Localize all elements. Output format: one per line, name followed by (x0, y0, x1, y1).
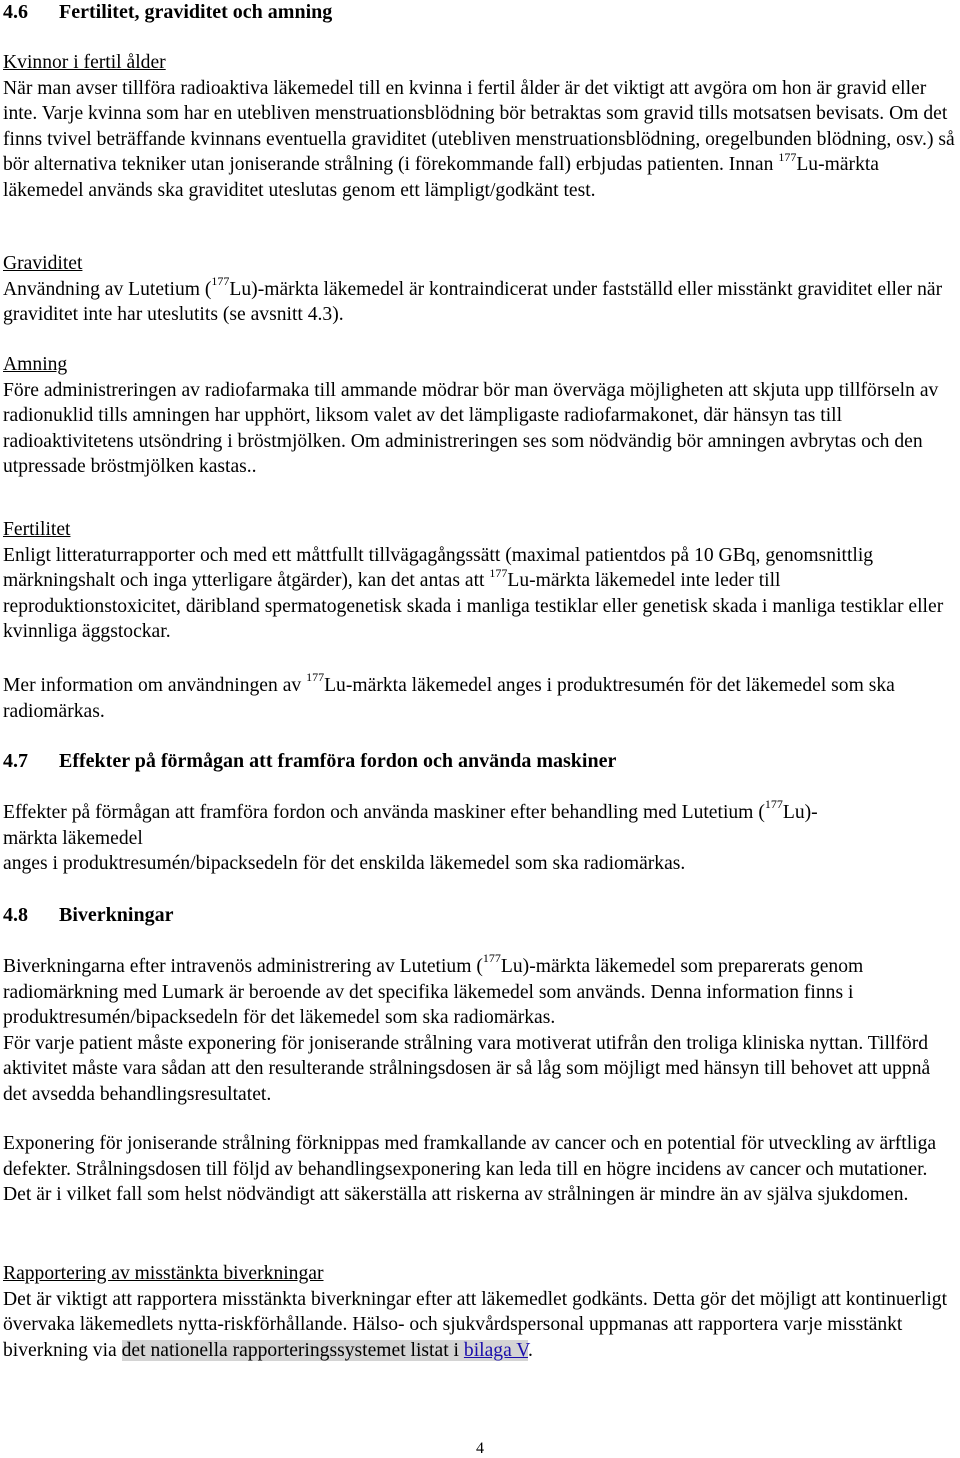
fertility-text: Enligt litteraturrapporter och med ett måttfullt tillvägagångssätt (maximal patientdos på 10 GBq, genomsnittlig märkningshalt och inga ytterligare åtgärder), kan det antas att $^{177}$Lu-märkta läkemedel inte leder till reproduktionstoxicitet, däribland spermatogenetisk skada i manliga testiklar eller genetisk skada i manliga testiklar eller kvinnliga äggstockar. (3, 544, 944, 643)
breastfeeding-section (3, 352, 956, 480)
adverse-reactions-paragraph-2: Exponering för joniserande strålning förknippas med framkallande av cancer och en potential för utveckling av ärftliga defekter. Strålningsdosen till följd av behandlingsexponering kan leda till en högre incidens av cancer och mutationer. Det är i vilket fall som helst nödvändigt att säkerställa att riskerna av strålningen är mindre än av själva sjukdomen. (3, 1133, 937, 1206)
fertile-women-text: När man avser tillföra radioaktiva läkemedel till en kvinna i fertil ålder är det viktigt att avgöra om hon är gravid eller inte. Varje kvinna som har en utebliven menstruationsblödning bör betraktas som gravid tills motsatsen bevisats. Om det finns tvivel beträffande kvinnans eventuella graviditet (utebliven menstruationsblödning, oregelbunden blödning, osv.) så bör alternativa tekniker utan joniserande strålning (i förekommande fall) erbjudas patienten. Innan $^{177}$Lu-märkta läkemedel används ska graviditet uteslutas genom ett lämpligt/godkänt test. (3, 77, 955, 201)
fertility-heading: Fertilitet (3, 519, 71, 540)
driving-paragraph: Effekter på förmågan att framföra fordon och använda maskiner efter behandling med Lutetium ($^{177}$Lu)- märkta läkemedel anges i produktresumén/bipacksedeln för det enskilda läkemedel som ska radiomärkas. (3, 797, 818, 875)
highlighted-text: det nationella rapporteringssystemet listat i (121, 1339, 464, 1361)
section-number: 4.7 (3, 750, 28, 772)
breastfeeding-text: Före administreringen av radiofarmaka till ammande mödrar bör man överväga möjligheten att skjuta upp tillförseln av radionuklid tills amningen har upphört, liksom valet av det lämpligaste radiofarmakonet, där hänsyn tas till radioaktivitetens utsöndring i bröstmjölken. Om administreringen ses som nödvändig bör amningen avbrytas och den utpressade bröstmjölken kastas.. (3, 379, 939, 478)
pregnancy-text: Användning av Lutetium ($^{177}$Lu)-märkta läkemedel är kontraindicerat under fastställd eller misstänkt graviditet eller när graviditet inte har uteslutits (se avsnitt 4.3). (3, 274, 943, 326)
reporting-section (3, 1261, 956, 1363)
section-number: 4.8 (3, 904, 28, 926)
section-title: Fertilitet, graviditet och amning (59, 1, 333, 23)
section-4-6-heading (3, 0, 956, 26)
section-4-7-heading (3, 749, 956, 775)
more-info-paragraph: Mer information om användningen av $^{177}$Lu-märkta läkemedel anges i produktresumén för det läkemedel som ska radiomärkas. (3, 670, 895, 722)
pregnancy-heading: Graviditet (3, 253, 83, 274)
section-4-8-heading (3, 903, 956, 929)
bilaga-v-link[interactable]: bilaga V (463, 1339, 528, 1361)
pregnancy-section (3, 251, 956, 328)
fertile-women-heading: Kvinnor i fertil ålder (3, 52, 166, 73)
section-title: Effekter på förmågan att framföra fordon och använda maskiner (59, 750, 617, 772)
section-title: Biverkningar (59, 904, 174, 926)
page-number: 4 (476, 1440, 484, 1457)
breastfeeding-heading: Amning (3, 354, 68, 375)
adverse-reactions-paragraph-1: Biverkningarna efter intravenös administrering av Lutetium ($^{177}$Lu)-märkta läkemedel som preparerats genom radiomärkning med Lumark är beroende av det specifika läkemedel som används. Denna information finns i produktresumén/bipacksedeln för det läkemedel som ska radiomärkas. För varje patient måste exponering för joniserande strålning vara motiverat utifrån den troliga kliniska nyttan. Tillförd aktivitet måste vara sådan att den resulterande strålningsdosen är så låg som möjligt med hänsyn till behovet att uppnå det avsedda behandlingsresultatet. (3, 951, 931, 1105)
reporting-text: Det är viktigt att rapportera misstänkta biverkningar efter att läkemedlet godkänts. Detta gör det möjligt att kontinuerligt övervaka läkemedlets nytta-riskförhållande. Hälso- och sjukvårdspersonal uppmanas att rapportera varje misstänkt biverkning via det nationella rapporteringssystemet listat i bilaga V. (3, 1288, 948, 1361)
fertility-section (3, 517, 956, 645)
fertile-women-section (3, 50, 956, 204)
reporting-heading: Rapportering av misstänkta biverkningar (3, 1263, 324, 1284)
section-number: 4.6 (3, 1, 28, 23)
